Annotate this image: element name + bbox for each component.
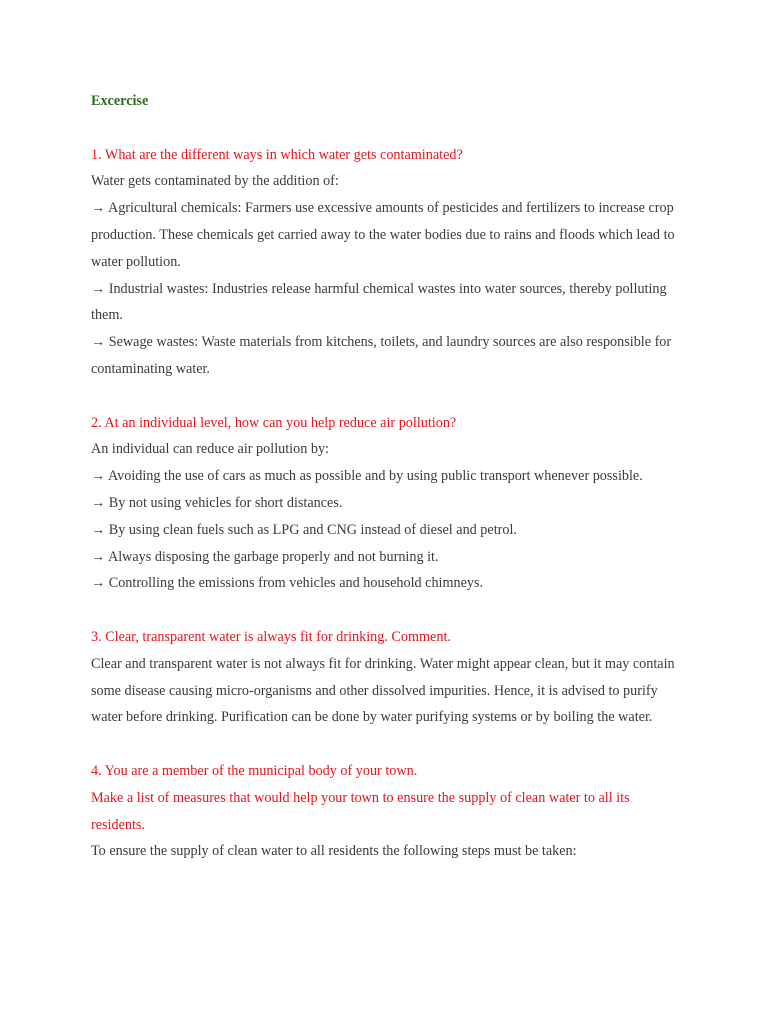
- question-3: 3. Clear, transparent water is always fit for drinking. Comment.: [91, 628, 451, 645]
- section-gap: [91, 597, 681, 624]
- document-content: [91, 88, 681, 865]
- question-1: 1. What are the different ways in which water gets contaminated?: [91, 146, 463, 163]
- answer-2-bullet-public-transport: → Avoiding the use of cars as much as possible and by using public transport whenever possible.: [91, 468, 643, 485]
- answer-4-intro: To ensure the supply of clean water to all residents the following steps must be taken:: [91, 843, 577, 860]
- answer-1-bullet-industrial: → Industrial wastes: Industries release harmful chemical wastes into water sources, thereby polluting them.: [91, 280, 667, 324]
- answer-2-bullet-clean-fuels: → By using clean fuels such as LPG and CNG instead of diesel and petrol.: [91, 521, 517, 538]
- section-gap: [91, 383, 681, 410]
- question-2: 2. At an individual level, how can you help reduce air pollution?: [91, 414, 457, 431]
- answer-2-bullet-emissions: → Controlling the emissions from vehicles and household chimneys.: [91, 575, 484, 592]
- section-gap: [91, 731, 681, 758]
- answer-1-bullet-agricultural: → Agricultural chemicals: Farmers use excessive amounts of pesticides and fertilizers to increase crop production. These chemicals get carried away to the water bodies due to rains and floods which lead to water pollution.: [91, 200, 675, 270]
- exercise-heading: Excercise: [91, 93, 149, 109]
- question-4-line-2: Make a list of measures that would help your town to ensure the supply of clean water to all its residents.: [91, 789, 630, 833]
- answer-2-bullet-garbage: → Always disposing the garbage properly and not burning it.: [91, 548, 439, 565]
- answer-1-bullet-sewage: → Sewage wastes: Waste materials from kitchens, toilets, and laundry sources are also responsible for contaminating water.: [91, 334, 672, 377]
- answer-3: Clear and transparent water is not always fit for drinking. Water might appear clean, but it may contain some disease causing micro-organisms and other dissolved impurities. Hence, it is advised to purify water before drinking. Purification can be done by water purifying systems or by boiling the water.: [91, 655, 675, 726]
- answer-2-intro: An individual can reduce air pollution by:: [91, 441, 329, 458]
- answer-2-bullet-short-distances: → By not using vehicles for short distances.: [91, 494, 343, 511]
- answer-1-intro: Water gets contaminated by the addition of:: [91, 173, 339, 190]
- question-4-line-1: 4. You are a member of the municipal body of your town.: [91, 762, 418, 779]
